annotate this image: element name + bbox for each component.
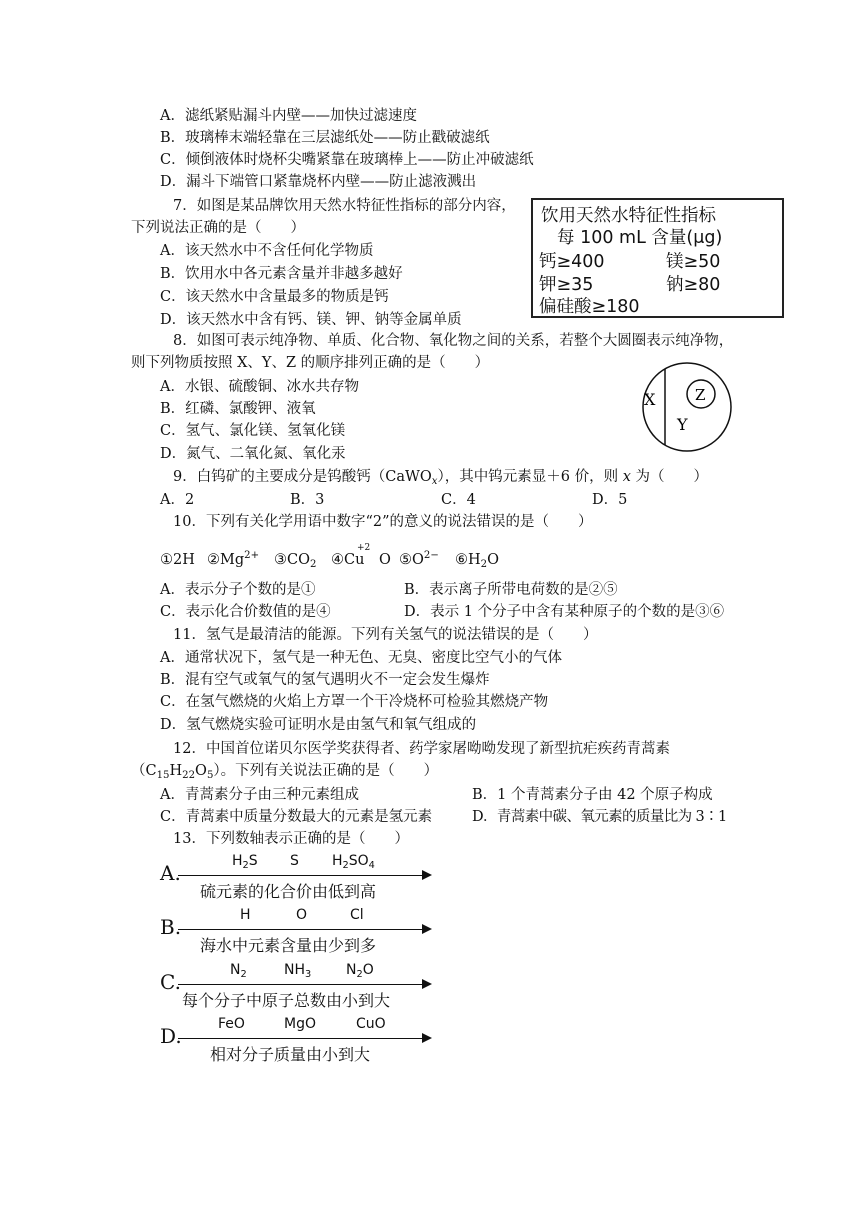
q10-item-4-valence: +2 xyxy=(357,543,371,553)
label-potassium: 钾≥35 xyxy=(539,275,594,295)
q7-option-c: C．该天然水中含量最多的物质是钙 xyxy=(160,289,389,305)
q10-item-6 xyxy=(455,550,499,570)
q11-option-b: B．混有空气或氧气的氢气遇明火不一定会发生爆炸 xyxy=(160,672,490,688)
q12-sub-22: 22 xyxy=(182,770,196,781)
q7-option-d: D．该天然水中含有钙、镁、钾、钠等金属单质 xyxy=(160,312,462,328)
axis-d-letter: D. xyxy=(160,1024,182,1048)
axis-b-arrowhead xyxy=(422,924,432,934)
q9-stem-var: x xyxy=(622,469,631,485)
axis-a-caption: 硫元素的化合价由低到高 xyxy=(200,882,377,901)
q10-item-6-sub: 2 xyxy=(480,559,488,570)
q9-stem xyxy=(173,467,708,487)
axis-c-line xyxy=(178,984,428,985)
q6-option-c: C．倾倒液体时烧杯尖嘴紧靠在玻璃棒上——防止冲破滤纸 xyxy=(160,152,534,168)
q11-stem: 11．氢气是最清洁的能源。下列有关氢气的说法错误的是（ ） xyxy=(173,627,598,643)
q10-item-5-base: ⑤O xyxy=(399,552,424,568)
q9-option-b: B．3 xyxy=(290,492,325,508)
q10-item-2-sup: 2+ xyxy=(244,550,260,561)
label-subtitle: 每 100 mL 含量(μg) xyxy=(557,228,723,248)
q8-option-b: B．红磷、氯酸钾、液氧 xyxy=(160,401,316,417)
q12-formula-c: （C xyxy=(131,763,157,779)
q10-item-4-base: ④Cu xyxy=(331,552,365,568)
q10-item-1: ①2H xyxy=(160,552,195,568)
q10-item-3-sub: 2 xyxy=(309,559,317,570)
q8-option-a: A．水银、硫酸铜、冰水共存物 xyxy=(160,379,359,395)
axis-d-item-2: MgO xyxy=(284,1016,316,1032)
q9-option-c: C．4 xyxy=(441,492,476,508)
q10-option-c: C．表示化合价数值的是④ xyxy=(160,604,331,620)
q12-sub-15: 15 xyxy=(156,770,170,781)
q6-option-d: D．漏斗下端管口紧靠烧杯内壁——防止滤液溅出 xyxy=(160,174,477,190)
q10-item-6-base: ⑥H xyxy=(455,552,481,568)
q12-option-b: B．1 个青蒿素分子由 42 个原子构成 xyxy=(472,787,713,803)
axis-c-item-1: $N_2$ xyxy=(230,962,247,980)
q12-option-c: C．青蒿素中质量分数最大的元素是氢元素 xyxy=(160,809,433,825)
label-sodium: 钠≥80 xyxy=(666,275,721,295)
axis-d xyxy=(160,1016,440,1064)
q11-option-c: C．在氢气燃烧的火焰上方罩一个干冷烧杯可检验其燃烧产物 xyxy=(160,694,549,710)
q6-option-a: A．滤纸紧贴漏斗内壁——加快过滤速度 xyxy=(160,108,417,124)
axis-a xyxy=(160,853,440,901)
axis-c-letter: C. xyxy=(160,970,181,994)
axis-a-letter: A. xyxy=(160,861,181,885)
q12-option-a: A．青蒿素分子由三种元素组成 xyxy=(160,787,359,803)
q7-option-a: A．该天然水中不含任何化学物质 xyxy=(160,243,374,259)
q12-stem-line2 xyxy=(131,761,438,781)
label-title: 饮用天然水特征性指标 xyxy=(541,206,716,226)
axis-c-caption: 每个分子中原子总数由小到大 xyxy=(182,991,391,1010)
axis-a-line xyxy=(178,875,428,876)
axis-c-item-3: $N_2O$ xyxy=(346,962,374,980)
axis-c-arrowhead xyxy=(422,979,432,989)
label-y: Y xyxy=(677,415,688,434)
q11-option-a: A．通常状况下，氢气是一种无色、无臭、密度比空气小的气体 xyxy=(160,650,562,666)
q6-option-b: B．玻璃棒末端轻靠在三层滤纸处——防止戳破滤纸 xyxy=(160,130,490,146)
axis-b-letter: B. xyxy=(160,915,182,939)
q7-option-b: B．饮用水中各元素含量并非越多越好 xyxy=(160,266,403,282)
q10-item-6-o: O xyxy=(487,552,499,568)
q8-stem-line1: 8．如图可表示纯净物、单质、化合物、氧化物之间的关系，若整个大圆圈表示纯净物， xyxy=(173,333,734,349)
label-x: X xyxy=(644,390,656,409)
axis-a-item-2: S xyxy=(290,853,299,869)
label-z: Z xyxy=(695,386,706,404)
q10-item-5 xyxy=(399,550,439,570)
q10-stem: 10．下列有关化学用语中数字“2”的意义的说法错误的是（ ） xyxy=(173,514,593,530)
q9-option-d: D．5 xyxy=(592,492,628,508)
axis-a-arrowhead xyxy=(422,870,432,880)
label-metasilicic-acid: 偏硅酸≥180 xyxy=(539,297,640,317)
q12-formula-o: O xyxy=(195,763,207,779)
q12-sub-5: 5 xyxy=(206,770,214,781)
q9-stem-sub: x xyxy=(431,476,438,487)
label-calcium: 钙≥400 xyxy=(539,252,605,272)
axis-b-item-1: H xyxy=(240,907,251,923)
q12-stem-tail: ）。下列有关说法正确的是（ ） xyxy=(213,763,439,779)
q7-stem-line2: 下列说法正确的是（ ） xyxy=(131,220,305,236)
axis-d-item-3: CuO xyxy=(356,1016,386,1032)
axis-b-item-2: O xyxy=(296,907,308,923)
axis-a-item-3: $H_2SO_4$ xyxy=(332,853,375,871)
q8-option-d: D．氮气、二氧化氮、氧化汞 xyxy=(160,446,346,462)
q9-stem-part1: 9．白钨矿的主要成分是钨酸钙（CaWO xyxy=(173,469,432,485)
q10-item-3-base: ③CO xyxy=(274,552,310,568)
axis-c xyxy=(160,962,440,1010)
axis-a-item-1: $H_2S$ xyxy=(232,853,258,871)
axis-d-caption: 相对分子质量由小到大 xyxy=(210,1045,371,1064)
q9-option-a: A．2 xyxy=(160,492,195,508)
q10-option-d: D．表示 1 个分子中含有某种原子的个数的是③⑥ xyxy=(404,604,725,620)
big-circle xyxy=(643,363,731,451)
q10-item-3 xyxy=(274,550,316,570)
q13-stem: 13．下列数轴表示正确的是（ ） xyxy=(173,831,409,847)
q12-stem-line1: 12．中国首位诺贝尔医学奖获得者、药学家屠呦呦发现了新型抗疟疾药青蒿素 xyxy=(173,741,670,757)
q10-item-4-o: O xyxy=(378,552,391,568)
axis-d-line xyxy=(178,1038,428,1039)
q8-option-c: C．氢气、氯化镁、氢氧化镁 xyxy=(160,423,346,439)
q10-option-b: B．表示离子所带电荷数的是②⑤ xyxy=(404,582,618,598)
axis-c-item-2: $NH_3$ xyxy=(284,962,312,980)
q9-stem-part2: ），其中钨元素显＋6 价，则 xyxy=(437,469,623,485)
q10-item-2-base: ②Mg xyxy=(207,552,245,568)
axis-b-item-3: Cl xyxy=(350,907,364,923)
axis-b-line xyxy=(178,929,428,930)
axis-b xyxy=(160,907,440,955)
axis-d-item-1: FeO xyxy=(218,1016,245,1032)
q10-option-a: A．表示分子个数的是① xyxy=(160,582,316,598)
q7-stem-line1: 7．如图是某品牌饮用天然水特征性指标的部分内容， xyxy=(173,198,516,214)
q11-option-d: D．氢气燃烧实验可证明水是由氢气和氧气组成的 xyxy=(160,717,477,733)
q10-item-4 xyxy=(331,543,391,570)
q12-formula-h: H xyxy=(169,763,183,779)
substance-classification-diagram xyxy=(632,360,742,455)
axis-d-arrowhead xyxy=(422,1033,432,1043)
q10-item-5-sup: 2− xyxy=(423,550,439,561)
axis-b-caption: 海水中元素含量由少到多 xyxy=(200,936,377,955)
label-magnesium: 镁≥50 xyxy=(666,252,721,272)
q9-stem-part3: 为（ ） xyxy=(630,469,708,485)
q8-stem-line2: 则下列物质按照 X、Y、Z 的顺序排列正确的是（ ） xyxy=(131,355,490,371)
q10-item-2 xyxy=(207,550,259,570)
water-index-label xyxy=(531,198,784,318)
q12-option-d: D．青蒿素中碳、氧元素的质量比为 3∶1 xyxy=(472,809,727,825)
